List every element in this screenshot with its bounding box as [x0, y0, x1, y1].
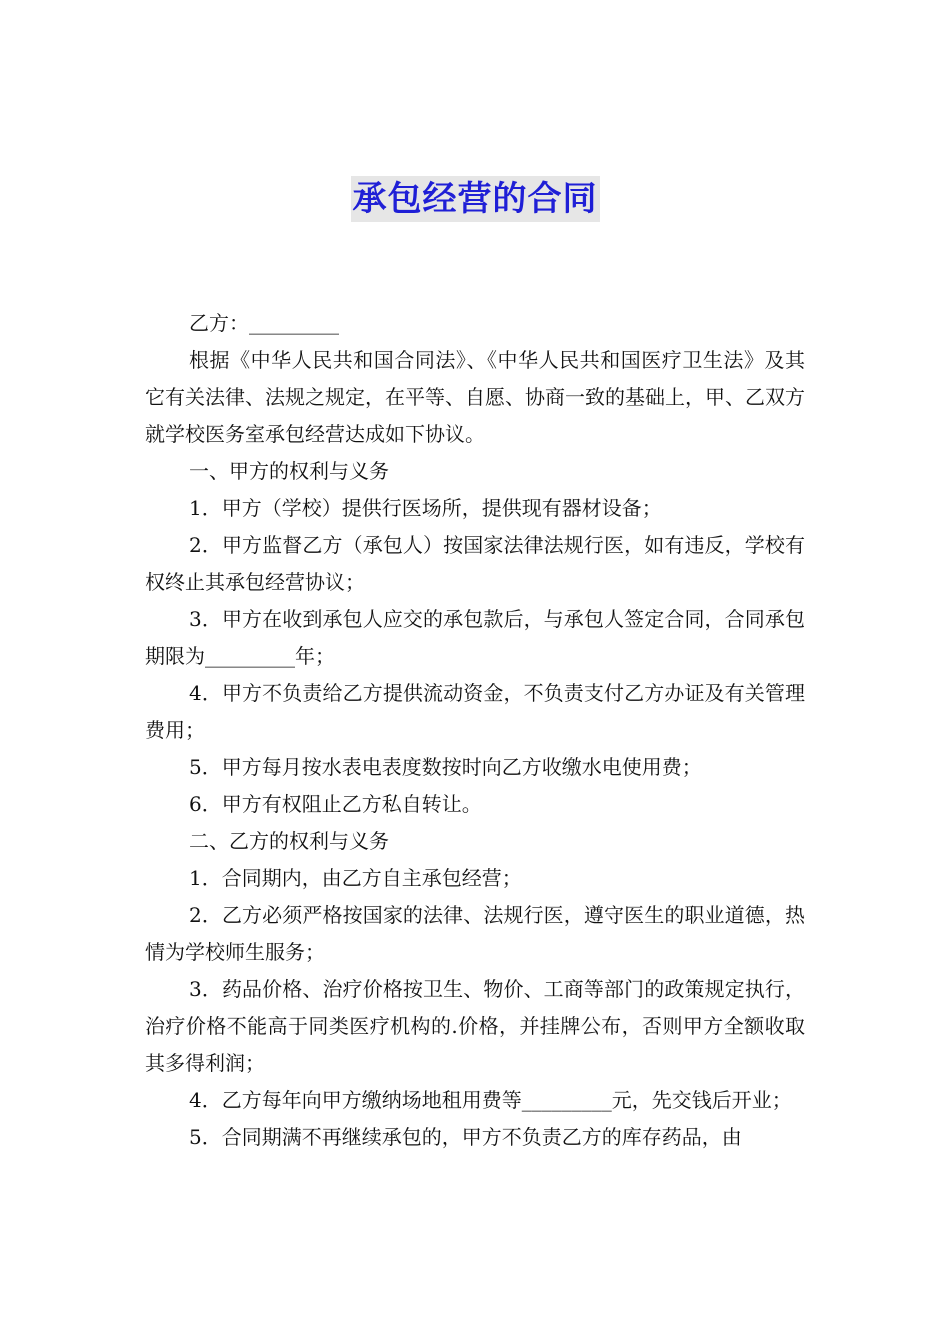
title-container: [0, 176, 950, 222]
clause-a-6: 6．甲方有权阻止乙方私自转让。: [189, 792, 482, 816]
clause-b-4: 4．乙方每年向甲方缴纳场地租用费等_________元，先交钱后开业；: [189, 1088, 792, 1112]
party-b-line: 乙方：_________: [189, 311, 339, 335]
document-title: 承包经营的合同: [351, 176, 600, 222]
clause-b-1: 1．合同期内，由乙方自主承包经营；: [189, 866, 522, 890]
clause-a-3: 3．甲方在收到承包人应交的承包款后，与承包人签定合同，合同承包期限为_________年；: [145, 607, 805, 668]
clause-a-1: 1．甲方（学校）提供行医场所，提供现有器材设备；: [189, 496, 662, 520]
clause-b-3: 3．药品价格、治疗价格按卫生、物价、工商等部门的政策规定执行，治疗价格不能高于同类医疗机构的.价格，并挂牌公布，否则甲方全额收取其多得利润；: [145, 977, 805, 1075]
clause-a-4: 4．甲方不负责给乙方提供流动资金，不负责支付乙方办证及有关管理费用；: [145, 681, 805, 742]
preamble-paragraph: 根据《中华人民共和国合同法》、《中华人民共和国医疗卫生法》及其它有关法律、法规之规定，在平等、自愿、协商一致的基础上，甲、乙双方就学校医务室承包经营达成如下协议。: [145, 348, 805, 446]
section-heading-party-b: 二、乙方的权利与义务: [189, 829, 389, 853]
clause-b-5: 5．合同期满不再继续承包的，甲方不负责乙方的库存药品，由: [189, 1125, 742, 1149]
document-body: [145, 305, 805, 1156]
clause-a-2: 2．甲方监督乙方（承包人）按国家法律法规行医，如有违反，学校有权终止其承包经营协议；: [145, 533, 805, 594]
clause-a-5: 5．甲方每月按水表电表度数按时向乙方收缴水电使用费；: [189, 755, 702, 779]
section-heading-party-a: 一、甲方的权利与义务: [189, 459, 389, 483]
clause-b-2: 2．乙方必须严格按国家的法律、法规行医，遵守医生的职业道德，热情为学校师生服务；: [145, 903, 805, 964]
